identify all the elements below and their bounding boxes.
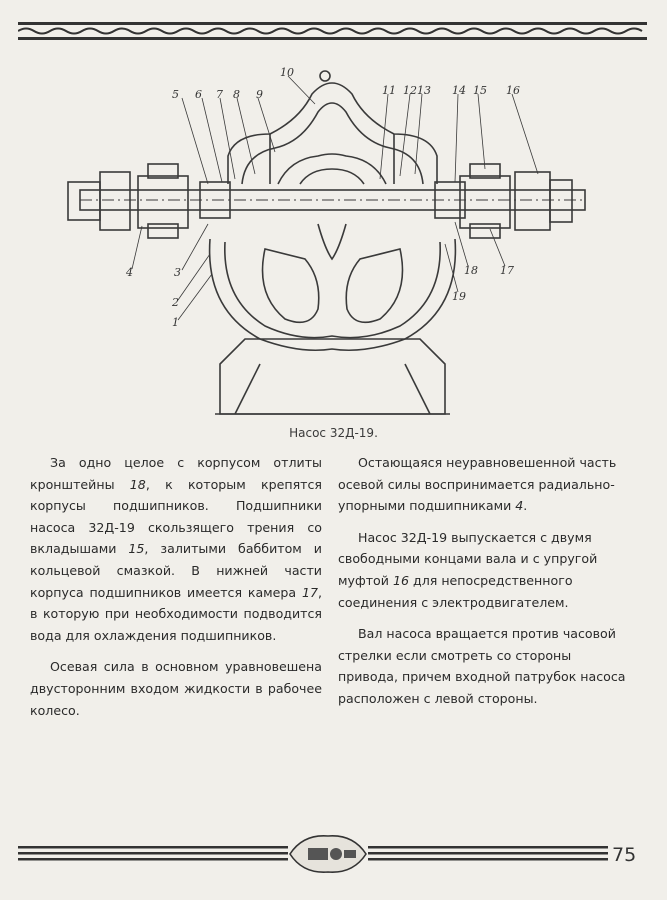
text-run: Насос 32Д-19 выпускается с двумя свободными концами вала и с упругой муфтой: [338, 529, 598, 588]
svg-text:14: 14: [452, 84, 466, 97]
figure-reference: 15: [128, 541, 145, 557]
figure-reference: 16: [392, 572, 409, 588]
svg-text:1: 1: [172, 316, 179, 329]
figure-reference: 17: [301, 584, 318, 600]
text-run: Остающаяся неуравновешенной часть осевой силы воспринимается радиально-упорными подшипниками: [338, 455, 617, 514]
svg-text:6: 6: [195, 88, 202, 101]
pump-emblem-icon: [290, 836, 366, 872]
pump-cross-section-drawing: [60, 64, 605, 424]
text-run: , к которым крепятся корпусы подшипников. Подшипники насоса 32Д-19 скользящего трения со вкладышами: [30, 476, 323, 557]
figure-reference: 18: [129, 476, 146, 492]
page-number: 75: [612, 844, 637, 866]
paragraph: [30, 452, 322, 646]
top-ornamental-border: [18, 16, 647, 46]
svg-text:8: 8: [233, 88, 240, 101]
svg-text:10: 10: [280, 66, 294, 79]
svg-text:3: 3: [174, 266, 181, 279]
svg-text:4: 4: [126, 266, 133, 279]
paragraph: [338, 452, 630, 517]
svg-text:15: 15: [473, 84, 487, 97]
svg-text:9: 9: [256, 88, 263, 101]
figure-reference: 4: [515, 498, 524, 514]
svg-text:12: 12: [403, 84, 417, 97]
text-run: За одно целое с корпусом отлиты кронштейны: [30, 455, 322, 492]
text-run: , залитыми баббитом и кольцевой смазкой. В нижней части корпуса подшипников имеется камера: [30, 541, 322, 600]
svg-text:11: 11: [382, 84, 396, 97]
svg-text:7: 7: [216, 88, 223, 101]
text-run: , в которую при необходимости подводится вода для охлаждения подшипников.: [30, 584, 322, 643]
svg-text:17: 17: [500, 264, 514, 277]
svg-text:2: 2: [172, 296, 179, 309]
paragraph: Осевая сила в основном уравновешена двусторонним входом жидкости в рабочее колесо.: [30, 659, 322, 718]
paragraph: Вал насоса вращается против часовой стрелки если смотреть со стороны привода, причем входной патрубок насоса расположен с левой стороны.: [338, 626, 626, 706]
svg-text:16: 16: [506, 84, 520, 97]
svg-text:19: 19: [452, 290, 466, 303]
paragraph: [338, 527, 630, 613]
svg-text:18: 18: [464, 264, 478, 277]
left-text-column: [30, 452, 322, 731]
right-text-column: [338, 452, 630, 720]
text-run: для непосредственного соединения с электродвигателем.: [338, 572, 573, 610]
bottom-ornamental-border: [18, 830, 608, 880]
figure-caption: Насос 32Д-19.: [289, 426, 378, 440]
svg-text:13: 13: [417, 84, 431, 97]
svg-text:5: 5: [172, 88, 179, 101]
text-run: .: [523, 498, 528, 514]
